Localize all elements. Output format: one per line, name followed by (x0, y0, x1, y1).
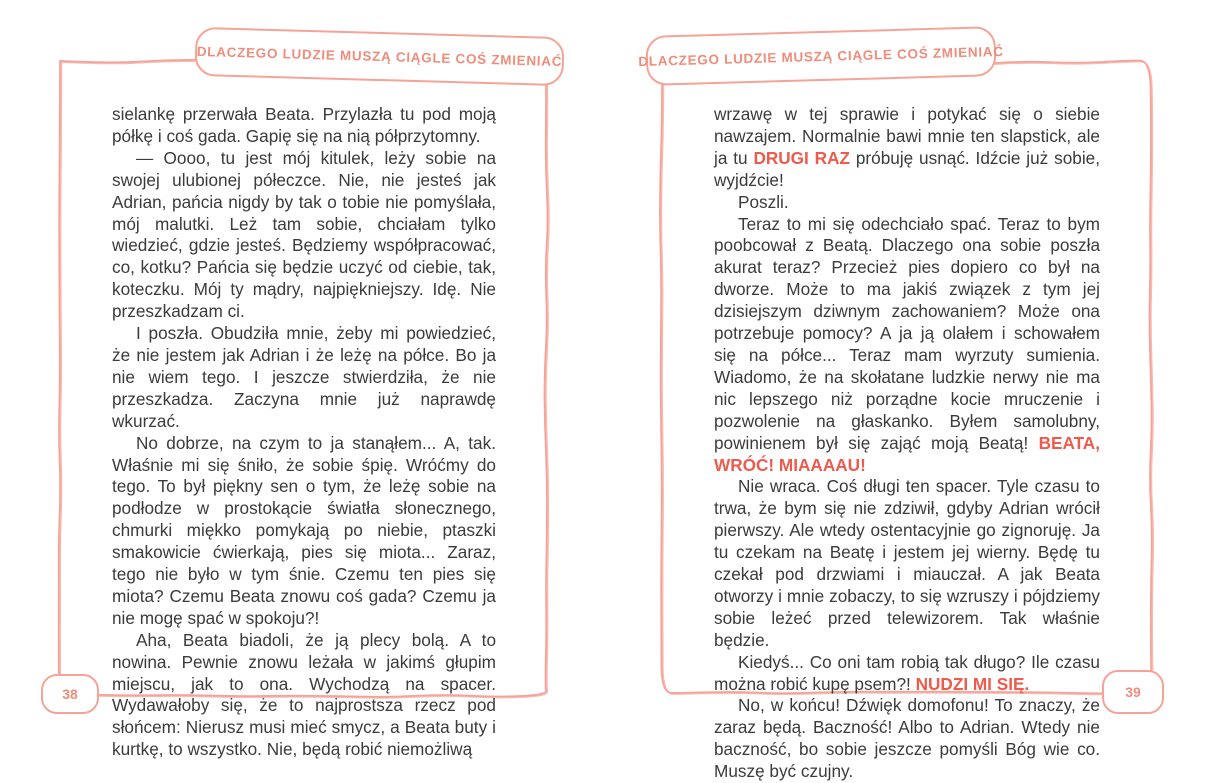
chapter-title: DLACZEGO LUDZIE MUSZĄ CIĄGLE COŚ ZMIENIAĆ (196, 43, 563, 70)
body-text: Nie wraca. Coś długi ten spacer. Tyle czasu to trwa, że bym się nie zdziwił, gdyby Adrian wrócił pierwszy. Ale wtedy ostentacyjnie go zignoruję. Ja tu czekam na Beatę i jestem jej wierny. Będę tu czekał pod drzwiami i miauczał. A jak Beata otworzy i mnie zobaczy, to się wzruszy i pójdziemy sobie leżeć przed telewizorem. Tak właśnie będzie. (714, 476, 1100, 650)
highlight-text: NUDZI MI SIĘ. (915, 673, 1030, 694)
page-text (714, 104, 1100, 783)
body-text: Poszli. (738, 191, 789, 212)
paragraph (714, 476, 1100, 651)
paragraph (714, 214, 1100, 477)
page-number: 38 (62, 686, 78, 702)
chapter-title-badge (638, 26, 1004, 86)
paragraph (714, 695, 1100, 783)
page-number-badge (1102, 670, 1164, 714)
paragraph (112, 104, 496, 148)
page-number: 39 (1125, 684, 1141, 700)
paragraph (112, 630, 496, 761)
paragraph (112, 148, 496, 323)
highlight-text: BEATA, WRÓĆ! MIAAAAU! (714, 432, 1100, 475)
body-text: — Oooo, tu jest mój kitulek, leży sobie na swojej ulubionej półeczce. Nie, nie jesteś jak Adrian, pańcia nigdy by tak o tobie nie pomyślała, mój malutki. Leż tam sobie, chciałam tylko wiedzieć, gdzie jesteś. Będziemy współpracować, co, kotku? Pańcia się będzie uczyć od ciebie, tak, koteczku. Mój ty mądry, najpiękniejszy. Idę. Nie przeszkadzam ci. (112, 147, 496, 322)
chapter-title: DLACZEGO LUDZIE MUSZĄ CIĄGLE COŚ ZMIENIAĆ (638, 43, 1004, 69)
body-text: I poszła. Obudziła mnie, żeby mi powiedzieć, że nie jestem jak Adrian i że leżę na półce. Bo ja nie wiem tego. I jeszcze stwierdziła, że nie przeszkadza. Zaczyna mnie już naprawdę wkurzać. (112, 323, 496, 431)
body-text: No dobrze, na czym to ja stanąłem... A, tak. Właśnie mi się śniło, że sobie śpię. Wróćmy do tego. To był piękny sen o tym, że leżę sobie na podłodze w prostokącie światła słonecznego, chmurki miękko pomykają po niebie, ptaszki smakowicie ćwierkają, pies się miota... Zaraz, tego nie było w tym śnie. Czemu ten pies się miota? Czemu Beata znowu coś gada? Czemu ja nie mogę spać w spokoju?! (112, 432, 496, 628)
body-text: Teraz to mi się odechciało spać. Teraz to bym poobcował z Beatą. Dlaczego ona sobie poszła akurat teraz? Przecież pies dopiero co był na dworze. Może to ma jakiś związek z tym jej dzisiejszym dziwnym zachowaniem? Może ona potrzebuje pomocy? A ja ją olałem i schowałem się na półce... Teraz mam wyrzuty sumienia. Wiadomo, że na skołatane ludzkie nerwy nie ma nic lepszego niż porządne kocie mruczenie i pozwolenie na głaskanko. Byłem samolubny, powinienem był się zająć moją Beatą! (714, 213, 1100, 453)
body-text: Aha, Beata biadoli, że ją plecy bolą. A to nowina. Pewnie znowu leżała w jakimś głupim miejscu, jak to ona. Wychodzą na spacer. Wydawałoby się, że to najprostsza rzecz pod słońcem: Nierusz musi mieć smycz, a Beata buty i kurtkę, to wszystko. Nie, będą robić niemożliwą (112, 629, 496, 760)
page-text (112, 104, 496, 761)
body-text: sielankę przerwała Beata. Przylazła tu pod moją półkę i coś gada. Gapię się na nią półprzytomny. (112, 104, 496, 146)
paragraph (714, 652, 1100, 696)
page-right (638, 43, 1150, 782)
chapter-title-badge (194, 27, 564, 86)
paragraph (112, 433, 496, 630)
body-text: próbuję usnąć. Idźcie już sobie, wyjdźcie! (714, 147, 1100, 190)
body-text: No, w końcu! Dźwięk domofonu! To znaczy, że zaraz będą. Baczność! Albo to Adrian. Wtedy nie baczność, bo sobie jeszcze pomyśli Bóg wie co. Muszę być czujny. (714, 695, 1100, 782)
page-number-badge (41, 674, 99, 714)
paragraph (714, 104, 1100, 192)
body-text: wrzawę w tej sprawie i potykać się o siebie nawzajem. Normalnie bawi mnie ten slapstick, ale ja tu (714, 104, 1100, 168)
page-left (60, 43, 563, 760)
paragraph (112, 323, 496, 433)
body-text: Kiedyś... Co oni tam robią tak długo? Ile czasu można robić kupę psem?! (714, 651, 1100, 694)
paragraph (714, 192, 1100, 214)
highlight-text: DRUGI RAZ (753, 147, 850, 168)
